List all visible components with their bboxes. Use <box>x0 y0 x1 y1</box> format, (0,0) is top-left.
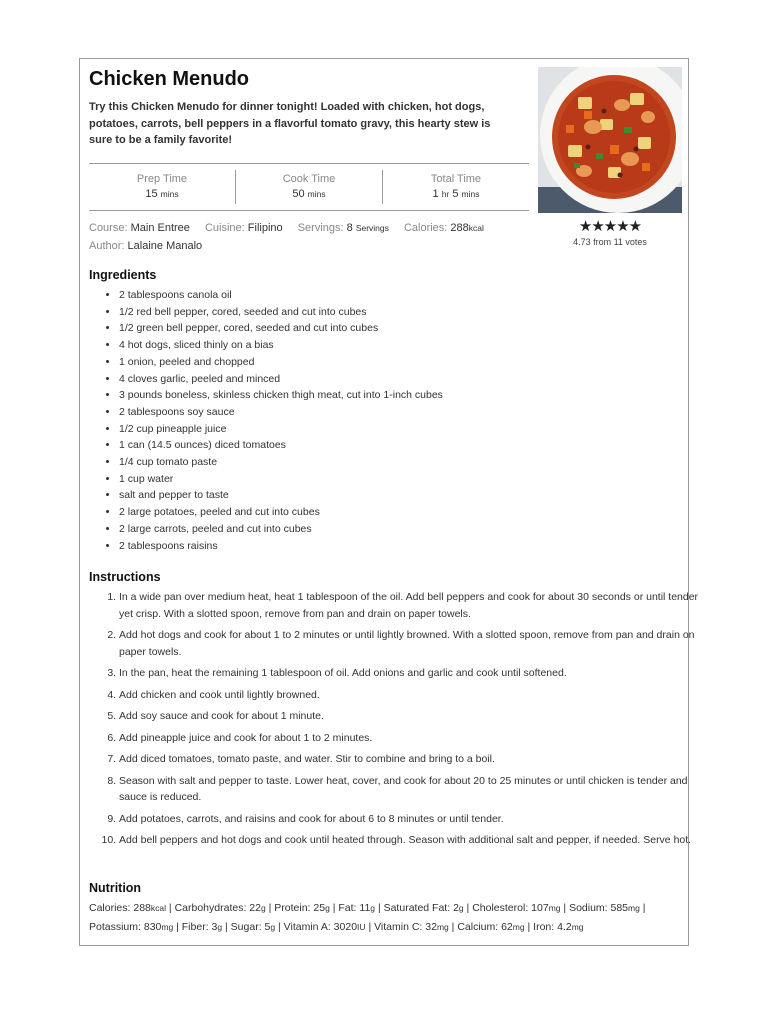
cuisine-label: Cuisine: <box>204 222 245 234</box>
nutrition-unit: mg <box>161 922 174 932</box>
instructions-heading: Instructions <box>89 570 161 584</box>
nutrition-sep: | <box>560 902 570 914</box>
nutrition-unit: g <box>325 903 330 913</box>
nutrition-label: Sodium: <box>569 902 611 914</box>
menudo-bowl-image <box>538 67 682 213</box>
instruction-step: 7. Add diced tomatoes, tomato paste, and water. Stir to combine and bring to a boil. <box>119 751 704 768</box>
recipe-summary: Try this Chicken Menudo for dinner tonight! Loaded with chicken, hot dogs, potatoes, carrots, bell peppers in a flavorful tomato gravy, this hearty stew is sure to be a family favorite! <box>89 101 491 146</box>
recipe-meta <box>89 219 529 255</box>
ingredient-item: • 1 onion, peeled and chopped <box>119 354 443 371</box>
ingredient-item: • 1/4 cup tomato paste <box>119 454 443 471</box>
nutrition-sep: | <box>639 902 646 914</box>
instruction-step: 5. Add soy sauce and cook for about 1 minute. <box>119 708 704 725</box>
total-time-hours: 1 <box>432 188 439 200</box>
nutrition-value: 25 <box>313 902 326 914</box>
nutrition-label: Carbohydrates: <box>174 902 250 914</box>
nutrition-value: 107 <box>531 902 549 914</box>
nutrition-facts <box>89 899 679 937</box>
nutrition-unit: mg <box>571 922 584 932</box>
ingredient-item: • 2 large carrots, peeled and cut into cubes <box>119 521 443 538</box>
nutrition-sep: | <box>265 902 275 914</box>
ingredient-item: • 1/2 cup pineapple juice <box>119 421 443 438</box>
total-time-label: Total Time <box>430 173 482 185</box>
recipe-rating <box>538 219 682 247</box>
prep-time-unit: mins <box>160 189 179 199</box>
nutrition-label: Potassium: <box>89 921 144 933</box>
cook-time-label: Cook Time <box>282 173 336 185</box>
nutrition-sep: | <box>166 902 175 914</box>
rating-votes: 4.73 from 11 votes <box>573 237 647 247</box>
prep-time-value <box>89 188 235 200</box>
nutrition-label: Saturated Fat: <box>383 902 454 914</box>
nutrition-label: Sugar: <box>230 921 265 933</box>
ingredient-item: • 1 cup water <box>119 471 443 488</box>
ingredients-heading: Ingredients <box>89 268 157 282</box>
meta-row-2 <box>89 237 529 255</box>
nutrition-unit: kcal <box>150 903 167 913</box>
ingredient-item: • 2 tablespoons canola oil <box>119 287 443 304</box>
nutrition-label: Protein: <box>274 902 314 914</box>
calories-label: Calories: <box>403 222 448 234</box>
nutrition-label: Calories: <box>89 902 134 914</box>
nutrition-value: 585 <box>610 902 629 914</box>
cook-time-unit: mins <box>307 189 326 199</box>
recipe-times <box>89 163 529 211</box>
nutrition-unit: mg <box>548 903 561 913</box>
instruction-step: 2. Add hot dogs and cook for about 1 to 2 minutes or until lightly browned. With a slotted spoon, remove from pan and drain on paper towels. <box>119 627 704 660</box>
nutrition-sep: | <box>375 902 384 914</box>
course-label: Course: <box>89 222 128 234</box>
nutrition-sep: | <box>329 902 339 914</box>
author-value: Lalaine Manalo <box>127 240 203 252</box>
nutrition-sep: | <box>222 921 231 933</box>
nutrition-sep: | <box>173 921 182 933</box>
nutrition-unit: g <box>370 903 376 913</box>
nutrition-label: Fat: <box>338 902 360 914</box>
rating-stars-icon[interactable]: ★★★★★ <box>578 218 642 235</box>
total-time-minutes: 5 <box>452 188 459 200</box>
nutrition-value: 4.2 <box>557 921 572 933</box>
ingredient-item: • 1 can (14.5 ounces) diced tomatoes <box>119 437 443 454</box>
nutrition-label: Vitamin A: <box>283 921 334 933</box>
nutrition-label: Vitamin C: <box>374 921 426 933</box>
nutrition-value: 3 <box>211 921 218 933</box>
recipe-title: Chicken Menudo <box>89 68 250 90</box>
nutrition-value: 3020 <box>333 921 358 933</box>
nutrition-unit: g <box>260 903 266 913</box>
nutrition-unit: mg <box>512 922 525 932</box>
instruction-step: 3. In the pan, heat the remaining 1 tablespoon of oil. Add onions and garlic and cook until softened. <box>119 665 704 682</box>
ingredient-item: • 4 cloves garlic, peeled and minced <box>119 371 443 388</box>
ingredient-item: • 3 pounds boneless, skinless chicken thigh meat, cut into 1-inch cubes <box>119 387 443 404</box>
nutrition-value: 32 <box>425 921 437 933</box>
nutrition-label: Iron: <box>533 921 558 933</box>
total-time-minutes-unit: mins <box>461 189 480 199</box>
nutrition-heading: Nutrition <box>89 881 142 895</box>
instruction-step: 9. Add potatoes, carrots, and raisins and cook for about 6 to 8 minutes or until tender. <box>119 811 704 828</box>
calories-unit: kcal <box>468 223 484 233</box>
instruction-step: 6. Add pineapple juice and cook for about 1 to 2 minutes. <box>119 730 704 747</box>
ingredients-list <box>89 287 443 554</box>
nutrition-unit: mg <box>628 903 640 913</box>
total-time-hours-unit: hr <box>441 189 450 199</box>
instruction-step: 4. Add chicken and cook until lightly browned. <box>119 687 704 704</box>
nutrition-sep: | <box>275 921 284 933</box>
nutrition-label: Calcium: <box>457 921 502 933</box>
meta-row-1 <box>89 219 529 237</box>
cuisine-value: Filipino <box>247 222 283 234</box>
ingredient-item: • salt and pepper to taste <box>119 487 443 504</box>
recipe-image <box>538 67 682 213</box>
nutrition-value: 830 <box>143 921 162 933</box>
servings-value[interactable]: 8 <box>346 222 353 234</box>
prep-time <box>89 164 235 210</box>
nutrition-unit: IU <box>357 922 366 932</box>
nutrition-value: 22 <box>249 902 261 914</box>
nutrition-unit: g <box>458 903 464 913</box>
nutrition-label: Fiber: <box>181 921 212 933</box>
servings-label: Servings: <box>297 222 344 234</box>
instruction-step: 1. In a wide pan over medium heat, heat 1 tablespoon of the oil. Add bell peppers and cook for about 30 seconds or until tender yet crisp. With a slotted spoon, remove from pan and drain on paper towels. <box>119 589 704 622</box>
nutrition-unit: mg <box>436 922 449 932</box>
course-value: Main Entree <box>130 222 190 234</box>
instructions-list <box>89 589 704 854</box>
ingredient-item: • 4 hot dogs, sliced thinly on a bias <box>119 337 443 354</box>
prep-time-number: 15 <box>145 188 158 200</box>
ingredient-item: • 2 tablespoons raisins <box>119 538 443 555</box>
nutrition-label: Cholesterol: <box>472 902 532 914</box>
cook-time-value <box>236 188 382 200</box>
instruction-step: 8. Season with salt and pepper to taste. Lower heat, cover, and cook for about 20 to 25 minutes or until chicken is tender and sauce is reduced. <box>119 773 704 806</box>
nutrition-unit: g <box>270 922 276 932</box>
nutrition-value: 5 <box>264 921 271 933</box>
ingredient-item: • 2 tablespoons soy sauce <box>119 404 443 421</box>
ingredient-item: • 1/2 red bell pepper, cored, seeded and cut into cubes <box>119 304 443 321</box>
recipe-card <box>79 58 699 946</box>
prep-time-label: Prep Time <box>136 173 188 185</box>
author-label: Author: <box>89 240 125 252</box>
ingredient-item: • 1/2 green bell pepper, cored, seeded and cut into cubes <box>119 320 443 337</box>
servings-unit: Servings <box>355 223 389 233</box>
nutrition-unit: g <box>217 922 223 932</box>
nutrition-sep: | <box>463 902 473 914</box>
total-time-value <box>383 188 529 200</box>
cook-time-number: 50 <box>292 188 305 200</box>
nutrition-value: 2 <box>453 902 459 914</box>
instruction-step: 10. Add bell peppers and hot dogs and cook until heated through. Season with additional salt and pepper, if needed. Serve hot. <box>119 832 704 849</box>
cook-time <box>235 170 382 204</box>
calories-value: 288 <box>450 222 469 234</box>
nutrition-sep: | <box>365 921 375 933</box>
ingredient-item: • 2 large potatoes, peeled and cut into cubes <box>119 504 443 521</box>
total-time <box>382 170 529 204</box>
nutrition-sep: | <box>524 921 534 933</box>
nutrition-value: 62 <box>501 921 513 933</box>
nutrition-value: 288 <box>133 902 151 914</box>
nutrition-sep: | <box>448 921 458 933</box>
nutrition-value: 11 <box>359 902 371 914</box>
